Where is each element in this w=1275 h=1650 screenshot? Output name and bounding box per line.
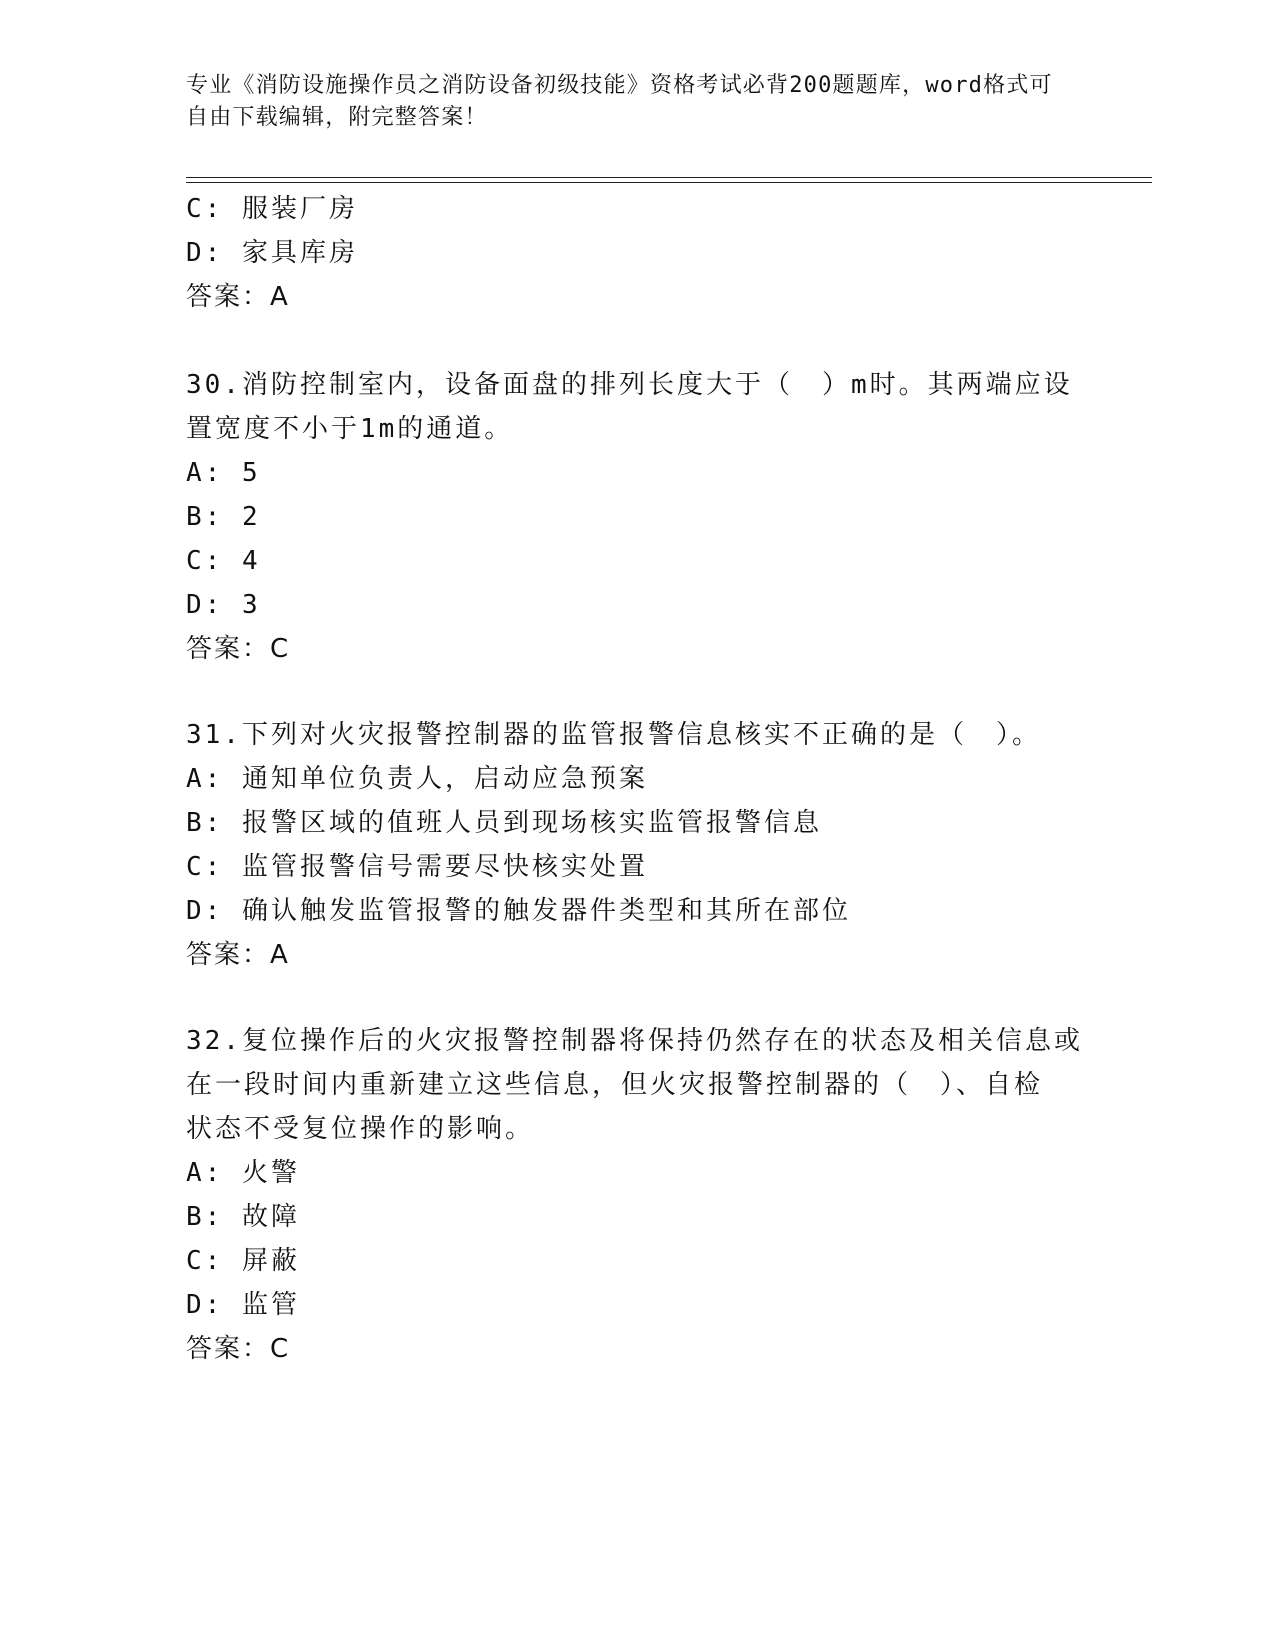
answer: 答案：A [186, 282, 290, 312]
question-31-answer: 答案：A [186, 940, 290, 970]
question-30-option-b: B: 2 [186, 502, 261, 532]
question-31-option-a: A: 通知单位负责人，启动应急预案 [186, 764, 648, 794]
question-30-option-d: D: 3 [186, 590, 261, 620]
question-32-stem-cont-2: 状态不受复位操作的影响。 [186, 1114, 535, 1144]
question-31-option-b: B: 报警区域的值班人员到现场核实监管报警信息 [186, 808, 822, 838]
question-30-answer: 答案：C [186, 634, 291, 664]
question-32-answer: 答案：C [186, 1334, 291, 1364]
question-31-stem: 31.下列对火灾报警控制器的监管报警信息核实不正确的是（ ）。 [186, 720, 1041, 750]
question-32-stem-cont: 在一段时间内重新建立这些信息，但火灾报警控制器的（ ）、自检 [186, 1070, 1044, 1100]
header-divider [186, 177, 1152, 178]
document-header: 专业《消防设施操作员之消防设备初级技能》资格考试必背200题题库，word格式可自由下载编辑，附完整答案！ [186, 73, 1053, 130]
option-c: C: 服装厂房 [186, 194, 358, 224]
question-31-option-c: C: 监管报警信号需要尽快核实处置 [186, 852, 648, 882]
question-30-stem: 30.消防控制室内，设备面盘的排列长度大于（ ）m时。其两端应设 [186, 370, 1073, 400]
question-31-option-d: D: 确认触发监管报警的触发器件类型和其所在部位 [186, 896, 851, 926]
question-32-stem: 32.复位操作后的火灾报警控制器将保持仍然存在的状态及相关信息或 [186, 1026, 1083, 1056]
question-30-stem-cont: 置宽度不小于1m的通道。 [186, 414, 514, 444]
question-30-option-a: A: 5 [186, 458, 261, 488]
option-d: D: 家具库房 [186, 238, 358, 268]
question-32-option-a: A: 火警 [186, 1158, 300, 1188]
header-divider-double [186, 182, 1152, 183]
question-32-option-b: B: 故障 [186, 1202, 300, 1232]
question-30-option-c: C: 4 [186, 546, 261, 576]
question-32-option-d: D: 监管 [186, 1290, 300, 1320]
question-32-option-c: C: 屏蔽 [186, 1246, 300, 1276]
